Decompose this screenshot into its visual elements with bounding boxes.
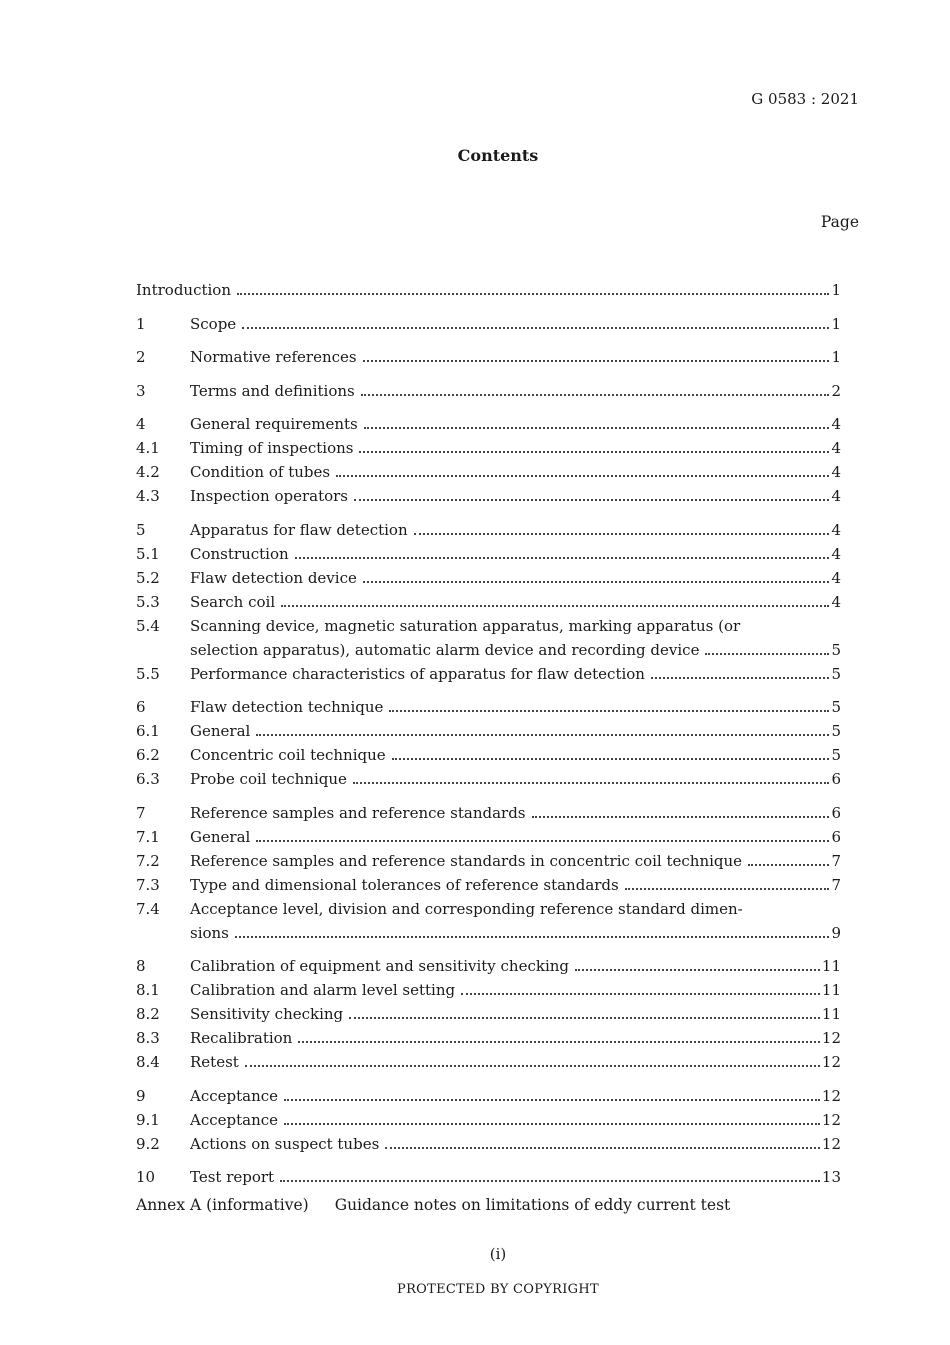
- toc-entry-number: 8: [136, 957, 146, 975]
- footer-page-number: (i): [489, 1245, 507, 1263]
- toc-entry-label: Probe coil technique: [190, 770, 347, 788]
- toc-entry-number: 9: [136, 1086, 146, 1105]
- toc-entry-label: Introduction: [136, 281, 231, 299]
- table-of-contents: [136, 278, 841, 1189]
- toc-entry[interactable]: [136, 801, 841, 825]
- toc-entry-label: General requirements: [190, 415, 358, 433]
- toc-entry-page: 11: [821, 957, 841, 975]
- page-title: Contents: [457, 146, 539, 165]
- toc-entry[interactable]: [136, 412, 841, 436]
- dot-leader: [625, 888, 830, 890]
- dot-leader: [575, 969, 820, 971]
- toc-entry-number: 8.4: [136, 1053, 160, 1071]
- toc-entry-label: Performance characteristics of apparatus for flaw detection: [190, 664, 645, 683]
- toc-entry-label: General: [190, 722, 251, 740]
- toc-entry-number: 8.3: [136, 1029, 160, 1047]
- toc-entry[interactable]: [136, 1026, 841, 1050]
- toc-entry-continuation[interactable]: [136, 921, 841, 945]
- dot-leader: [237, 293, 829, 295]
- dot-leader: [705, 653, 829, 655]
- dot-leader: [256, 840, 829, 842]
- toc-entry-page: 6: [831, 770, 841, 788]
- toc-entry-page: 4: [831, 487, 841, 505]
- toc-entry[interactable]: [136, 1084, 841, 1108]
- toc-entry[interactable]: [136, 614, 841, 638]
- toc-entry-number: 7.1: [136, 827, 160, 846]
- toc-entry-continuation[interactable]: [136, 638, 841, 662]
- toc-entry[interactable]: [136, 767, 841, 791]
- toc-entry[interactable]: [136, 484, 841, 508]
- toc-entry-page: 11: [821, 981, 841, 999]
- toc-entry-label-continued: selection apparatus), automatic alarm device and recording device: [190, 640, 700, 659]
- toc-entry-label: Retest: [190, 1053, 239, 1071]
- toc-entry-page: 1: [831, 314, 841, 333]
- toc-entry-label: Concentric coil technique: [190, 746, 386, 764]
- toc-entry-label: General: [190, 827, 251, 846]
- dot-leader: [385, 1147, 820, 1149]
- toc-entry-number: 3: [136, 381, 146, 400]
- toc-entry-label: Type and dimensional tolerances of reference standards: [190, 875, 619, 894]
- toc-entry-label: Sensitivity checking: [190, 1005, 344, 1023]
- toc-entry-label: Condition of tubes: [190, 463, 331, 481]
- toc-entry-number: 6.1: [136, 722, 160, 740]
- toc-entry-label: Actions on suspect tubes: [190, 1134, 380, 1153]
- toc-entry-label: Calibration and alarm level setting: [190, 981, 456, 999]
- standard-id: G 0583 : 2021: [751, 90, 859, 108]
- toc-entry-page: 7: [831, 875, 841, 894]
- toc-entry-number: 6: [136, 698, 146, 716]
- dot-leader: [349, 1017, 820, 1019]
- toc-entry[interactable]: [136, 978, 841, 1002]
- toc-entry-number: 7: [136, 803, 146, 822]
- toc-entry-label: Acceptance level, division and corresponding reference standard dimen-: [190, 899, 743, 918]
- toc-entry[interactable]: [136, 873, 841, 897]
- toc-entry-page: 1: [831, 281, 841, 299]
- toc-entry-page: 5: [831, 640, 841, 659]
- toc-entry[interactable]: [136, 1132, 841, 1156]
- toc-entry-label: Test report: [190, 1168, 275, 1186]
- toc-entry[interactable]: [136, 345, 841, 369]
- dot-leader: [354, 499, 829, 501]
- toc-entry-number: 1: [136, 314, 146, 333]
- toc-entry-number: 5.4: [136, 616, 160, 635]
- dot-leader: [363, 581, 830, 583]
- toc-entry-number: 5.5: [136, 664, 160, 683]
- toc-entry[interactable]: [136, 518, 841, 542]
- page-column-label: Page: [820, 213, 859, 231]
- toc-entry[interactable]: [136, 719, 841, 743]
- toc-entry[interactable]: [136, 1002, 841, 1026]
- toc-entry-page: 4: [831, 568, 841, 587]
- toc-entry-page: 12: [821, 1134, 841, 1153]
- toc-entry-label: Scope: [190, 314, 237, 333]
- toc-entry-page: 6: [831, 803, 841, 822]
- dot-leader: [748, 864, 829, 866]
- dot-leader: [414, 533, 830, 535]
- toc-entry-number: 4.3: [136, 487, 160, 505]
- toc-entry-page: 4: [831, 592, 841, 611]
- toc-entry-number: 10: [136, 1168, 156, 1186]
- dot-leader: [281, 605, 829, 607]
- toc-entry[interactable]: [136, 590, 841, 614]
- toc-entry-number: 2: [136, 348, 146, 366]
- toc-entry-label-continued: sions: [190, 923, 229, 942]
- toc-entry-label: Flaw detection device: [190, 568, 357, 587]
- toc-entry-number: 9.1: [136, 1110, 160, 1129]
- toc-entry-label: Flaw detection technique: [190, 698, 384, 716]
- toc-entry-page: 4: [831, 463, 841, 481]
- toc-entry-page: 1: [831, 348, 841, 366]
- toc-entry-page: 4: [831, 520, 841, 539]
- dot-leader: [336, 475, 829, 477]
- toc-entry-label: Calibration of equipment and sensitivity checking: [190, 957, 570, 975]
- copyright-notice: PROTECTED BY COPYRIGHT: [397, 1282, 599, 1297]
- toc-entry[interactable]: [136, 542, 841, 566]
- dot-leader: [359, 451, 829, 453]
- toc-entry[interactable]: [136, 566, 841, 590]
- toc-entry-number: 6.2: [136, 746, 160, 764]
- toc-entry-page: 5: [831, 698, 841, 716]
- toc-entry-label: Construction: [190, 544, 289, 563]
- dot-leader: [392, 758, 830, 760]
- toc-entry-label: Recalibration: [190, 1029, 293, 1047]
- toc-entry-label: Reference samples and reference standards in concentric coil technique: [190, 851, 743, 870]
- annex-label: Annex A (informative): [136, 1196, 309, 1214]
- toc-entry[interactable]: [136, 436, 841, 460]
- dot-leader: [363, 360, 830, 362]
- toc-entry-number: 7.2: [136, 851, 160, 870]
- dot-leader: [295, 557, 830, 559]
- toc-entry[interactable]: [136, 278, 841, 302]
- toc-entry-number: 5.2: [136, 568, 160, 587]
- toc-entry[interactable]: [136, 460, 841, 484]
- toc-entry-label: Inspection operators: [190, 487, 348, 505]
- toc-entry-label: Terms and definitions: [190, 381, 355, 400]
- toc-entry[interactable]: [136, 897, 841, 921]
- dot-leader: [256, 734, 829, 736]
- toc-entry-label: Acceptance: [190, 1086, 279, 1105]
- toc-entry-label: Scanning device, magnetic saturation apparatus, marking apparatus (or: [190, 616, 741, 635]
- toc-entry-page: 5: [831, 746, 841, 764]
- toc-entry-number: 9.2: [136, 1134, 160, 1153]
- annex-description: Guidance notes on limitations of eddy current test: [334, 1196, 731, 1214]
- toc-entry[interactable]: [136, 849, 841, 873]
- toc-entry-page: 9: [831, 923, 841, 942]
- toc-entry-label: Timing of inspections: [190, 439, 354, 457]
- toc-entry-label: Reference samples and reference standards: [190, 803, 526, 822]
- dot-leader: [298, 1041, 820, 1043]
- annex-entry[interactable]: [136, 1196, 730, 1214]
- toc-entry-label: Normative references: [190, 348, 357, 366]
- toc-entry[interactable]: [136, 1050, 841, 1074]
- dot-leader: [461, 993, 820, 995]
- toc-entry[interactable]: [136, 825, 841, 849]
- toc-entry-page: 4: [831, 439, 841, 457]
- toc-entry-page: 6: [831, 827, 841, 846]
- toc-entry-label: Apparatus for flaw detection: [190, 520, 408, 539]
- toc-entry-number: 8.2: [136, 1005, 160, 1023]
- dot-leader: [245, 1065, 820, 1067]
- dot-leader: [361, 394, 830, 396]
- toc-entry-number: 5.1: [136, 544, 160, 563]
- toc-entry[interactable]: [136, 379, 841, 403]
- toc-entry-page: 5: [831, 722, 841, 740]
- dot-leader: [651, 677, 829, 679]
- toc-entry[interactable]: [136, 1165, 841, 1189]
- toc-entry-number: 8.1: [136, 981, 160, 999]
- toc-entry[interactable]: [136, 662, 841, 686]
- dot-leader: [364, 427, 830, 429]
- toc-entry-page: 11: [821, 1005, 841, 1023]
- toc-entry-page: 4: [831, 415, 841, 433]
- dot-leader: [284, 1123, 820, 1125]
- dot-leader: [280, 1180, 820, 1182]
- toc-entry[interactable]: [136, 1108, 841, 1132]
- toc-entry[interactable]: [136, 695, 841, 719]
- dot-leader: [235, 936, 830, 938]
- dot-leader: [532, 816, 830, 818]
- toc-entry-number: 4.1: [136, 439, 160, 457]
- toc-entry[interactable]: [136, 954, 841, 978]
- toc-entry-number: 7.3: [136, 875, 160, 894]
- toc-entry-number: 5: [136, 520, 146, 539]
- toc-entry-page: 12: [821, 1029, 841, 1047]
- toc-entry[interactable]: [136, 743, 841, 767]
- toc-entry-page: 2: [831, 381, 841, 400]
- toc-entry-page: 13: [821, 1168, 841, 1186]
- toc-entry-page: 4: [831, 544, 841, 563]
- toc-entry-number: 4.2: [136, 463, 160, 481]
- dot-leader: [389, 710, 829, 712]
- toc-entry-number: 4: [136, 415, 146, 433]
- toc-entry-page: 12: [821, 1086, 841, 1105]
- dot-leader: [242, 327, 829, 329]
- toc-entry-page: 12: [821, 1110, 841, 1129]
- toc-entry-number: 6.3: [136, 770, 160, 788]
- toc-entry-label: Search coil: [190, 592, 276, 611]
- toc-entry-number: 7.4: [136, 899, 160, 918]
- toc-entry-number: 5.3: [136, 592, 160, 611]
- dot-leader: [353, 782, 830, 784]
- toc-entry-page: 7: [831, 851, 841, 870]
- toc-entry[interactable]: [136, 312, 841, 336]
- dot-leader: [284, 1099, 820, 1101]
- toc-entry-page: 12: [821, 1053, 841, 1071]
- toc-entry-page: 5: [831, 664, 841, 683]
- toc-entry-label: Acceptance: [190, 1110, 279, 1129]
